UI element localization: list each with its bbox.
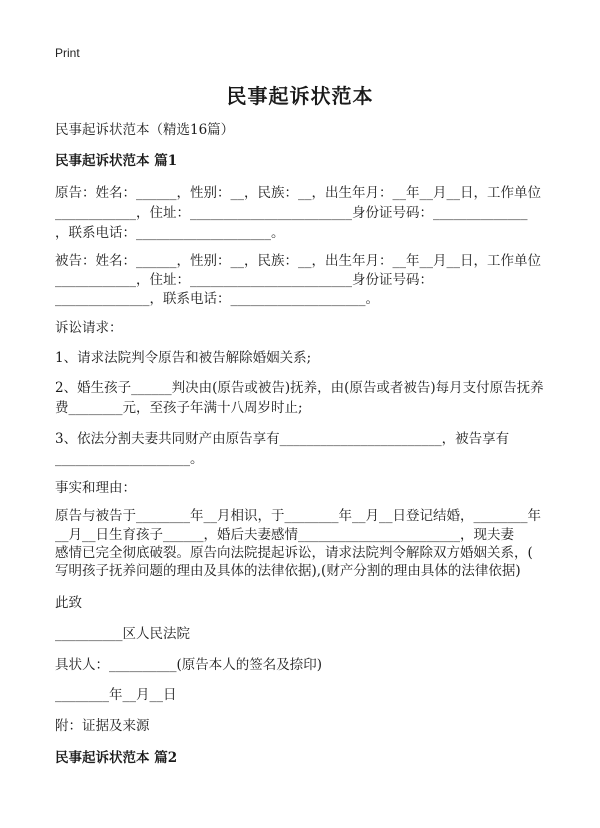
date-line: ________年__月__日 [55, 687, 177, 703]
plaintiff-line-1: 原告：姓名：______，性别：__，民族：__，出生年月：__年__月__日，工作单位 [55, 185, 541, 201]
section-2-heading: 民事起诉状范本 篇2 [55, 750, 178, 766]
court-line: __________区人民法院 [55, 626, 190, 642]
defendant-line-3: ______________，联系电话：____________________。 [55, 291, 379, 307]
facts-line-3: 感情已完全彻底破裂。原告向法院提起诉讼，请求法院判令解除双方婚姻关系，( [55, 545, 533, 561]
claim-2-line-2: 费________元，至孩子年满十八周岁时止; [55, 400, 303, 416]
claim-3-line-1: 3、依法分割夫妻共同财产由原告享有________________________，被告享有 [55, 431, 510, 447]
print-link[interactable]: Print [55, 46, 80, 60]
greeting: 此致 [55, 595, 82, 611]
document-title: 民事起诉状范本 [226, 84, 374, 108]
plaintiff-line-2: ____________，住址：________________________身份证号码：______________ [55, 205, 528, 221]
document-subtitle: 民事起诉状范本（精选16篇） [55, 122, 235, 138]
plaintiff-line-3: ，联系电话：____________________。 [55, 225, 285, 241]
facts-line-4: 写明孩子抚养问题的理由及具体的法律依据),(财产分割的理由具体的法律依据) [55, 563, 521, 579]
facts-heading: 事实和理由： [55, 480, 136, 496]
attachment-line: 附：证据及来源 [55, 718, 150, 734]
claims-heading: 诉讼请求： [55, 320, 123, 336]
defendant-line-1: 被告：姓名：______，性别：__，民族：__，出生年月：__年__月__日，工作单位 [55, 253, 541, 269]
facts-line-2: __月__日生育孩子______，婚后夫妻感情________________________，现夫妻 [55, 527, 514, 543]
claim-2-line-1: 2、婚生孩子______判决由(原告或被告)抚养，由(原告或者被告)每月支付原告抚养 [55, 380, 544, 396]
facts-line-1: 原告与被告于________年__月相识，于________年__月__日登记结婚，________年 [55, 508, 541, 524]
section-1-heading: 民事起诉状范本 篇1 [55, 153, 178, 169]
claim-1: 1、请求法院判令原告和被告解除婚姻关系; [55, 350, 312, 366]
defendant-line-2: ____________，住址：________________________身份证号码： [55, 272, 433, 288]
signer-line: 具状人：__________(原告本人的签名及捺印) [55, 657, 323, 673]
claim-3-line-2: ____________________。 [55, 451, 204, 467]
